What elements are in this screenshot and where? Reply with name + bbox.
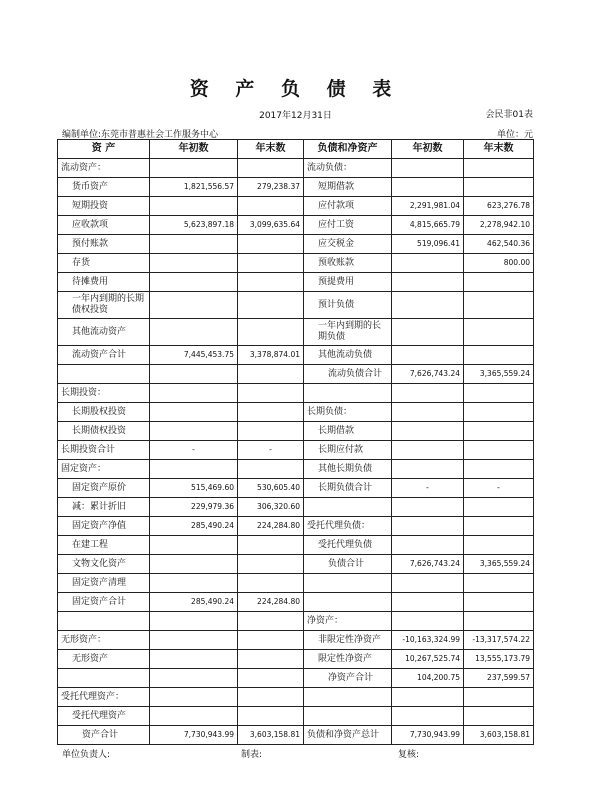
table-row — [58, 479, 534, 498]
liability-beginning-value — [392, 292, 464, 319]
asset-item-label: 固定资产合计 — [58, 593, 150, 612]
liability-item-label: 净资产： — [304, 612, 392, 631]
liability-item-label: 非限定性净资产 — [304, 631, 392, 650]
liability-ending-value: 800.00 — [464, 254, 534, 273]
liability-item-label: 净资产合计 — [304, 669, 392, 688]
asset-beginning-value: 285,490.24 — [150, 517, 238, 536]
liability-item-label: 短期借款 — [304, 178, 392, 197]
liability-ending-value — [464, 612, 534, 631]
table-row — [58, 292, 534, 319]
asset-ending-value — [238, 235, 304, 254]
liability-beginning-value: 10,267,525.74 — [392, 650, 464, 669]
asset-beginning-value — [150, 422, 238, 441]
liability-beginning-value — [392, 707, 464, 726]
table-row — [58, 650, 534, 669]
asset-item-label: 长期投资： — [58, 384, 150, 403]
asset-ending-value: 306,320.60 — [238, 498, 304, 517]
asset-item-label: 固定资产： — [58, 460, 150, 479]
asset-ending-value — [238, 292, 304, 319]
liability-item-label: 其他长期负债 — [304, 460, 392, 479]
table-row — [58, 346, 534, 365]
table-row — [58, 254, 534, 273]
asset-item-label: 无形资产 — [58, 650, 150, 669]
liability-item-label — [304, 498, 392, 517]
liability-ending-value: 3,603,158.81 — [464, 726, 534, 745]
asset-beginning-value — [150, 555, 238, 574]
asset-ending-value — [238, 422, 304, 441]
liability-item-label: 一年内到期的长期负债 — [304, 319, 392, 346]
liability-beginning-value — [392, 403, 464, 422]
asset-ending-value — [238, 536, 304, 555]
asset-ending-value — [238, 254, 304, 273]
asset-beginning-value — [150, 612, 238, 631]
liability-item-label: 长期应付款 — [304, 441, 392, 460]
asset-beginning-value — [150, 365, 238, 384]
asset-ending-value — [238, 159, 304, 178]
liability-ending-value: 237,599.57 — [464, 669, 534, 688]
liability-item-label: 预收账款 — [304, 254, 392, 273]
liability-beginning-value: 7,626,743.24 — [392, 365, 464, 384]
asset-ending-value — [238, 403, 304, 422]
liability-beginning-value: 4,815,665.79 — [392, 216, 464, 235]
table-row — [58, 498, 534, 517]
liability-ending-value — [464, 159, 534, 178]
asset-ending-value — [238, 707, 304, 726]
asset-item-label — [58, 669, 150, 688]
liability-ending-value — [464, 574, 534, 593]
liability-item-label: 流动负债合计 — [304, 365, 392, 384]
asset-item-label: 待摊费用 — [58, 273, 150, 292]
liability-beginning-value: 7,730,943.99 — [392, 726, 464, 745]
asset-beginning-value — [150, 574, 238, 593]
currency-unit: 单位：元 — [496, 130, 533, 140]
liability-beginning-value: 7,626,743.24 — [392, 555, 464, 574]
asset-beginning-value — [150, 235, 238, 254]
table-row — [58, 403, 534, 422]
liability-item-label: 负债和净资产总计 — [304, 726, 392, 745]
asset-ending-value — [238, 612, 304, 631]
header-assets: 资 产 — [58, 140, 150, 159]
liability-item-label: 受托代理负债 — [304, 536, 392, 555]
liability-item-label — [304, 384, 392, 403]
asset-item-label: 预付账款 — [58, 235, 150, 254]
table-row — [58, 593, 534, 612]
liability-beginning-value — [392, 441, 464, 460]
header-assets-ending: 年末数 — [238, 140, 304, 159]
asset-beginning-value — [150, 536, 238, 555]
asset-item-label: 固定资产清理 — [58, 574, 150, 593]
asset-beginning-value — [150, 254, 238, 273]
asset-item-label: 资产合计 — [58, 726, 150, 745]
asset-beginning-value — [150, 159, 238, 178]
asset-item-label: 在建工程 — [58, 536, 150, 555]
liability-ending-value — [464, 498, 534, 517]
liability-beginning-value — [392, 319, 464, 346]
table-row — [58, 235, 534, 254]
asset-ending-value — [238, 574, 304, 593]
liability-ending-value — [464, 319, 534, 346]
asset-beginning-value — [150, 403, 238, 422]
asset-ending-value: 3,603,158.81 — [238, 726, 304, 745]
asset-item-label: 长期股权投资 — [58, 403, 150, 422]
liability-ending-value: 623,276.78 — [464, 197, 534, 216]
liability-ending-value — [464, 460, 534, 479]
liability-item-label: 限定性净资产 — [304, 650, 392, 669]
asset-item-label: 存货 — [58, 254, 150, 273]
liability-item-label: 应交税金 — [304, 235, 392, 254]
table-row — [58, 726, 534, 745]
asset-item-label: 受托代理资产 — [58, 707, 150, 726]
header-liabilities-beginning: 年初数 — [392, 140, 464, 159]
asset-item-label: 长期债权投资 — [58, 422, 150, 441]
liability-item-label — [304, 707, 392, 726]
liability-item-label: 预提费用 — [304, 273, 392, 292]
table-row — [58, 216, 534, 235]
asset-beginning-value — [150, 707, 238, 726]
asset-beginning-value: 515,469.60 — [150, 479, 238, 498]
asset-ending-value — [238, 669, 304, 688]
table-row — [58, 612, 534, 631]
liability-item-label — [304, 688, 392, 707]
header-assets-beginning: 年初数 — [150, 140, 238, 159]
liability-beginning-value: - — [392, 479, 464, 498]
asset-item-label: 减：累计折旧 — [58, 498, 150, 517]
liability-item-label: 负债合计 — [304, 555, 392, 574]
asset-beginning-value: 5,623,897.18 — [150, 216, 238, 235]
balance-sheet-body — [58, 159, 534, 745]
table-row — [58, 460, 534, 479]
asset-ending-value — [238, 384, 304, 403]
liability-ending-value — [464, 707, 534, 726]
liability-beginning-value — [392, 688, 464, 707]
asset-ending-value — [238, 197, 304, 216]
asset-ending-value — [238, 688, 304, 707]
footer-reviewer: 复核: — [398, 750, 420, 760]
balance-sheet-table — [57, 139, 534, 745]
liability-beginning-value — [392, 273, 464, 292]
liability-beginning-value: 2,291,981.04 — [392, 197, 464, 216]
liability-beginning-value — [392, 536, 464, 555]
asset-beginning-value — [150, 384, 238, 403]
liability-ending-value — [464, 517, 534, 536]
asset-item-label: 货币资产 — [58, 178, 150, 197]
liability-ending-value: -13,317,574.22 — [464, 631, 534, 650]
asset-beginning-value — [150, 273, 238, 292]
liability-item-label: 长期负债： — [304, 403, 392, 422]
asset-item-label — [58, 612, 150, 631]
liability-ending-value — [464, 688, 534, 707]
table-row — [58, 707, 534, 726]
asset-ending-value — [238, 273, 304, 292]
liability-beginning-value — [392, 574, 464, 593]
liability-beginning-value — [392, 498, 464, 517]
footer-preparer: 制表: — [241, 750, 263, 760]
header-liabilities-ending: 年末数 — [464, 140, 534, 159]
asset-item-label: 流动资产： — [58, 159, 150, 178]
asset-ending-value: - — [238, 441, 304, 460]
asset-beginning-value: 229,979.36 — [150, 498, 238, 517]
asset-item-label — [58, 365, 150, 384]
asset-beginning-value — [150, 669, 238, 688]
table-row — [58, 441, 534, 460]
asset-item-label: 一年内到期的长期债权投资 — [58, 292, 150, 319]
liability-beginning-value — [392, 159, 464, 178]
table-row — [58, 197, 534, 216]
table-row — [58, 688, 534, 707]
table-row — [58, 159, 534, 178]
table-row — [58, 384, 534, 403]
asset-ending-value — [238, 650, 304, 669]
liability-beginning-value — [392, 254, 464, 273]
asset-beginning-value: - — [150, 441, 238, 460]
asset-beginning-value — [150, 319, 238, 346]
table-row — [58, 631, 534, 650]
liability-item-label: 流动负债： — [304, 159, 392, 178]
liability-beginning-value — [392, 422, 464, 441]
liability-beginning-value: -10,163,324.99 — [392, 631, 464, 650]
table-row — [58, 178, 534, 197]
asset-beginning-value — [150, 292, 238, 319]
table-row — [58, 669, 534, 688]
asset-beginning-value — [150, 460, 238, 479]
header-liabilities: 负债和净资产 — [304, 140, 392, 159]
liability-item-label: 长期借款 — [304, 422, 392, 441]
liability-item-label: 应付工资 — [304, 216, 392, 235]
liability-item-label: 长期负债合计 — [304, 479, 392, 498]
liability-item-label: 应付款项 — [304, 197, 392, 216]
liability-item-label — [304, 593, 392, 612]
organization-name: 编制单位:东莞市普惠社会工作服务中心 — [62, 130, 219, 140]
liability-beginning-value — [392, 178, 464, 197]
header-row — [58, 140, 534, 159]
asset-item-label: 长期投资合计 — [58, 441, 150, 460]
asset-ending-value: 224,284.80 — [238, 593, 304, 612]
liability-beginning-value: 104,200.75 — [392, 669, 464, 688]
asset-ending-value: 3,099,635.64 — [238, 216, 304, 235]
asset-ending-value: 224,284.80 — [238, 517, 304, 536]
liability-ending-value: 3,365,559.24 — [464, 365, 534, 384]
liability-ending-value — [464, 292, 534, 319]
report-date: 2017年12月31日 — [259, 111, 332, 121]
document-title: 资 产 负 债 表 — [189, 78, 402, 100]
table-row — [58, 517, 534, 536]
liability-beginning-value — [392, 346, 464, 365]
asset-beginning-value — [150, 197, 238, 216]
liability-beginning-value — [392, 593, 464, 612]
asset-item-label: 固定资产原价 — [58, 479, 150, 498]
table-row — [58, 365, 534, 384]
asset-beginning-value — [150, 650, 238, 669]
liability-beginning-value — [392, 460, 464, 479]
asset-ending-value: 530,605.40 — [238, 479, 304, 498]
asset-item-label: 流动资产合计 — [58, 346, 150, 365]
asset-beginning-value: 7,730,943.99 — [150, 726, 238, 745]
asset-ending-value: 3,378,874.01 — [238, 346, 304, 365]
liability-ending-value — [464, 441, 534, 460]
liability-ending-value — [464, 273, 534, 292]
asset-ending-value — [238, 365, 304, 384]
liability-ending-value: - — [464, 479, 534, 498]
liability-ending-value — [464, 403, 534, 422]
liability-beginning-value: 519,096.41 — [392, 235, 464, 254]
liability-item-label: 受托代理负债： — [304, 517, 392, 536]
liability-beginning-value — [392, 384, 464, 403]
liability-item-label: 其他流动负债 — [304, 346, 392, 365]
liability-beginning-value — [392, 517, 464, 536]
table-row — [58, 555, 534, 574]
asset-item-label: 受托代理资产： — [58, 688, 150, 707]
liability-ending-value — [464, 384, 534, 403]
table-row — [58, 574, 534, 593]
asset-beginning-value — [150, 631, 238, 650]
asset-item-label: 短期投资 — [58, 197, 150, 216]
liability-ending-value — [464, 178, 534, 197]
asset-beginning-value — [150, 688, 238, 707]
asset-item-label: 无形资产： — [58, 631, 150, 650]
liability-item-label: 预计负债 — [304, 292, 392, 319]
liability-item-label — [304, 574, 392, 593]
liability-ending-value: 3,365,559.24 — [464, 555, 534, 574]
asset-item-label: 文物文化资产 — [58, 555, 150, 574]
liability-ending-value — [464, 536, 534, 555]
asset-beginning-value: 285,490.24 — [150, 593, 238, 612]
asset-ending-value: 279,238.37 — [238, 178, 304, 197]
table-row — [58, 422, 534, 441]
form-code: 会民非01表 — [485, 110, 533, 120]
asset-item-label: 其他流动资产 — [58, 319, 150, 346]
asset-item-label: 应收款项 — [58, 216, 150, 235]
liability-ending-value: 462,540.36 — [464, 235, 534, 254]
table-row — [58, 536, 534, 555]
footer-head: 单位负责人: — [62, 750, 111, 760]
liability-beginning-value — [392, 612, 464, 631]
liability-ending-value — [464, 593, 534, 612]
asset-ending-value — [238, 460, 304, 479]
asset-beginning-value: 1,821,556.57 — [150, 178, 238, 197]
asset-ending-value — [238, 631, 304, 650]
liability-ending-value: 2,278,942.10 — [464, 216, 534, 235]
liability-ending-value — [464, 346, 534, 365]
table-row — [58, 273, 534, 292]
table-row — [58, 319, 534, 346]
asset-ending-value — [238, 319, 304, 346]
asset-beginning-value: 7,445,453.75 — [150, 346, 238, 365]
asset-item-label: 固定资产净值 — [58, 517, 150, 536]
liability-ending-value — [464, 422, 534, 441]
liability-ending-value: 13,555,173.79 — [464, 650, 534, 669]
asset-ending-value — [238, 555, 304, 574]
